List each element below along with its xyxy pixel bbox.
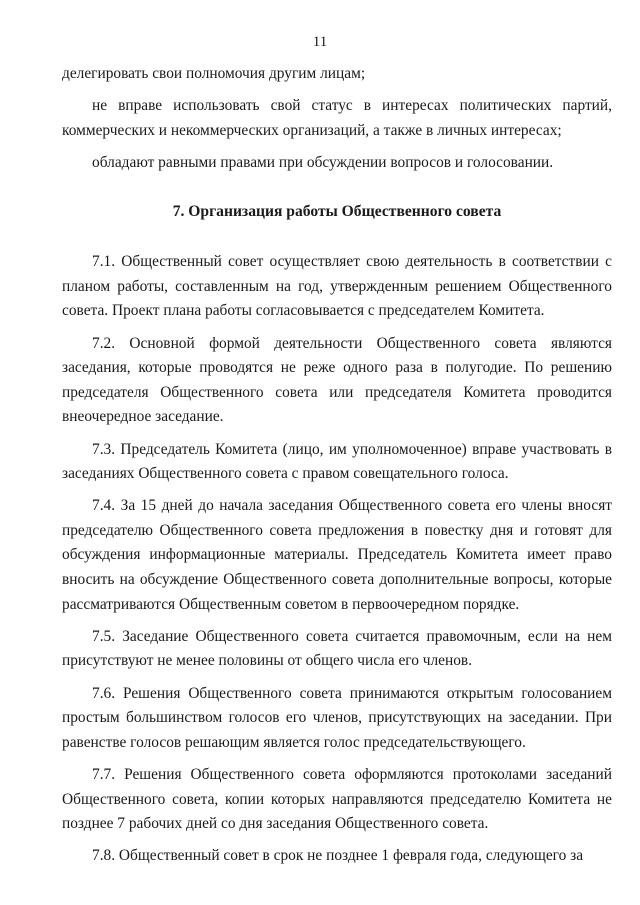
clause-7-3: 7.3. Председатель Комитета (лицо, им уполномоченное) вправе участвовать в заседаниях Общественного совета с правом совещательного голоса.: [62, 440, 612, 483]
clause-7-5: 7.5. Заседание Общественного совета считается правомочным, если на нем присутствуют не менее половины от общего числа его членов.: [62, 627, 612, 670]
section-heading: 7. Организация работы Общественного совета: [172, 202, 502, 220]
intro-paragraph-1: делегировать свои полномочия другим лицам;: [62, 65, 366, 82]
clause-7-4: 7.4. За 15 дней до начала заседания Общественного совета его члены вносят председателю Общественного совета предложения в повестку дня и готовят для обсуждения информационные материалы. Председатель Комитета имеет право вносить на обсуждение Общественного совета дополнительные вопросы, которые рассматриваются Общественным советом в первоочередном порядке.: [62, 497, 612, 613]
page-number: 11: [312, 34, 328, 50]
clause-7-6: 7.6. Решения Общественного совета принимаются открытым голосованием простым большинством голосов его членов, присутствующих на заседании. При равенстве голосов решающим является голос председательствующего.: [62, 684, 612, 751]
document-body: [62, 62, 612, 877]
clause-7-2: 7.2. Основной формой деятельности Общественного совета являются заседания, которые проводятся не реже одного раза в полугодие. По решению председателя Общественного совета или председателя Комитета проводится внеочередное заседание.: [62, 334, 612, 426]
clause-7-8: 7.8. Общественный совет в срок не позднее 1 февраля года, следующего за: [92, 847, 584, 865]
intro-paragraph-3: обладают равными правами при обсуждении вопросов и голосовании.: [92, 153, 554, 171]
intro-paragraph-2: не вправе использовать свой статус в интересах политических партий, коммерческих и некоммерческих организаций, а также в личных интересах;: [62, 97, 612, 139]
clause-7-1: 7.1. Общественный совет осуществляет свою деятельность в соответствии с планом работы, составленным на год, утвержденным решением Общественного совета. Проект плана работы согласовывается с председателем Комитета.: [62, 253, 612, 320]
clause-7-7: 7.7. Решения Общественного совета оформляются протоколами заседаний Общественного совета, копии которых направляются председателю Комитета не позднее 7 рабочих дней со дня заседания Общественного совета.: [62, 766, 612, 833]
